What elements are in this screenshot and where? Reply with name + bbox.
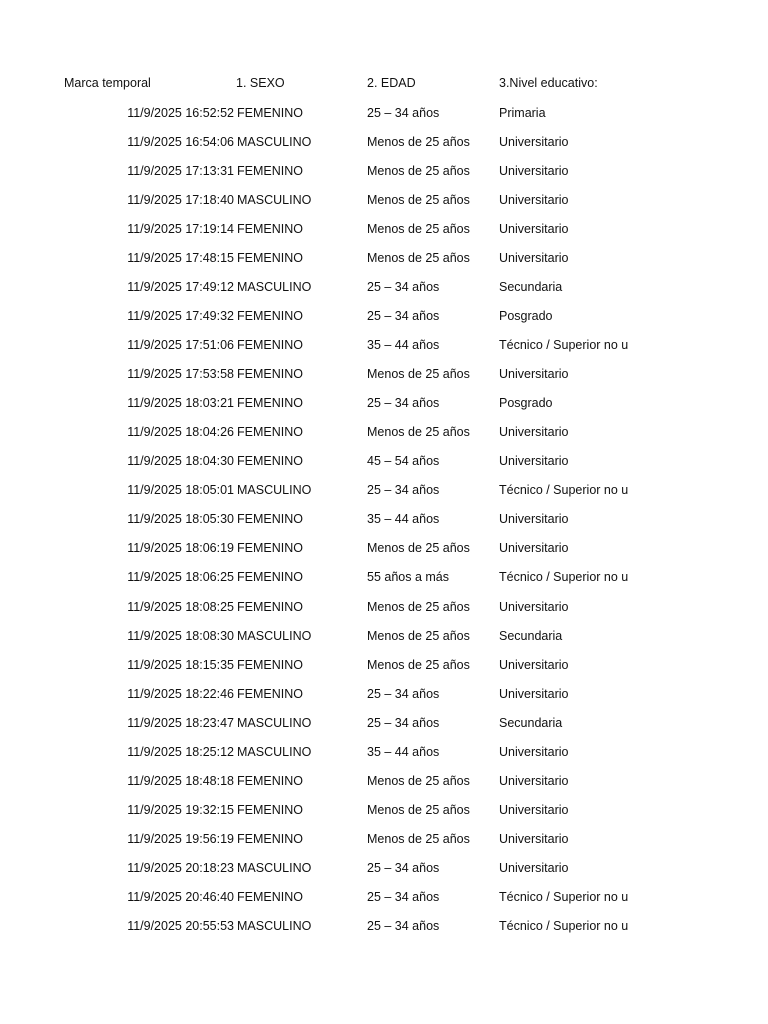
cell-nivel: Secundaria: [499, 628, 563, 643]
cell-timestamp: 11/9/2025 18:03:21: [127, 396, 234, 411]
cell-edad: Menos de 25 años: [367, 221, 470, 236]
cell-nivel: Técnico / Superior no u: [499, 337, 629, 352]
table-row: [0, 534, 768, 563]
cell-sexo: MASCULINO: [237, 919, 312, 934]
cell-edad: 35 – 44 años: [367, 744, 440, 759]
cell-edad: Menos de 25 años: [367, 250, 470, 265]
cell-sexo: FEMENINO: [237, 250, 303, 265]
cell-nivel: Universitario: [499, 134, 569, 149]
cell-timestamp: 11/9/2025 18:48:18: [127, 773, 234, 788]
cell-timestamp: 11/9/2025 17:48:15: [127, 250, 234, 265]
cell-sexo: FEMENINO: [237, 425, 303, 440]
cell-sexo: FEMENINO: [237, 163, 303, 178]
cell-sexo: MASCULINO: [237, 744, 312, 759]
table-row: [0, 912, 768, 941]
cell-nivel: Universitario: [499, 599, 569, 614]
cell-timestamp: 11/9/2025 19:32:15: [127, 802, 234, 817]
cell-edad: Menos de 25 años: [367, 773, 470, 788]
cell-timestamp: 11/9/2025 19:56:19: [127, 832, 234, 846]
cell-edad: 35 – 44 años: [367, 337, 440, 352]
cell-nivel: Universitario: [499, 744, 569, 759]
cell-edad: 25 – 34 años: [367, 308, 440, 323]
cell-edad: 45 – 54 años: [367, 454, 440, 469]
cell-edad: Menos de 25 años: [367, 192, 470, 207]
cell-nivel: Universitario: [499, 512, 569, 527]
cell-edad: 25 – 34 años: [367, 861, 440, 876]
cell-nivel: Universitario: [499, 163, 569, 178]
cell-nivel: Posgrado: [499, 308, 553, 323]
cell-nivel: Universitario: [499, 802, 569, 817]
cell-edad: Menos de 25 años: [367, 541, 470, 556]
cell-edad: 25 – 34 años: [367, 686, 440, 701]
table-row: [0, 476, 768, 505]
cell-nivel: Universitario: [499, 367, 569, 382]
cell-timestamp: 11/9/2025 16:54:06: [127, 134, 234, 149]
table-row: [0, 360, 768, 389]
cell-timestamp: 11/9/2025 18:05:01: [127, 483, 234, 498]
header-edad: 2. EDAD: [367, 76, 416, 90]
cell-nivel: Universitario: [499, 221, 569, 236]
table-row: [0, 593, 768, 622]
cell-timestamp: 11/9/2025 18:15:35: [127, 657, 234, 672]
cell-timestamp: 11/9/2025 18:23:47: [127, 715, 234, 730]
table-row: [0, 767, 768, 796]
cell-sexo: FEMENINO: [237, 657, 303, 672]
cell-sexo: FEMENINO: [237, 832, 303, 846]
cell-sexo: FEMENINO: [237, 105, 303, 120]
table-row: [0, 883, 768, 912]
cell-sexo: FEMENINO: [237, 773, 303, 788]
cell-sexo: MASCULINO: [237, 134, 312, 149]
cell-sexo: FEMENINO: [237, 396, 303, 411]
cell-edad: 25 – 34 años: [367, 105, 440, 120]
cell-timestamp: 11/9/2025 17:18:40: [127, 192, 234, 207]
cell-sexo: MASCULINO: [237, 192, 312, 207]
cell-timestamp: 11/9/2025 18:08:25: [127, 599, 234, 614]
cell-timestamp: 11/9/2025 17:49:32: [127, 308, 234, 323]
table-row: [0, 563, 768, 592]
table-row: [0, 680, 768, 709]
cell-edad: 35 – 44 años: [367, 512, 440, 527]
table-row: [0, 186, 768, 215]
cell-sexo: MASCULINO: [237, 628, 312, 643]
table-row: [0, 622, 768, 651]
cell-timestamp: 11/9/2025 17:53:58: [127, 367, 234, 382]
cell-sexo: MASCULINO: [237, 483, 312, 498]
cell-nivel: Universitario: [499, 686, 569, 701]
cell-nivel: Técnico / Superior no u: [499, 919, 629, 934]
cell-edad: 55 años a más: [367, 570, 449, 585]
table-row: [0, 447, 768, 476]
cell-timestamp: 11/9/2025 18:06:19: [127, 541, 234, 556]
cell-sexo: FEMENINO: [237, 802, 303, 817]
cell-nivel: Universitario: [499, 773, 569, 788]
cell-edad: Menos de 25 años: [367, 832, 470, 846]
cell-sexo: MASCULINO: [237, 279, 312, 294]
table-row: [0, 157, 768, 186]
cell-nivel: Universitario: [499, 250, 569, 265]
table-row: [0, 331, 768, 360]
table-row: [0, 302, 768, 331]
table-row: [0, 418, 768, 447]
cell-nivel: Universitario: [499, 192, 569, 207]
cell-nivel: Secundaria: [499, 715, 563, 730]
header-timestamp: Marca temporal: [64, 76, 151, 90]
cell-sexo: FEMENINO: [237, 337, 303, 352]
table-row: [0, 99, 768, 128]
table-row: [0, 796, 768, 825]
cell-edad: Menos de 25 años: [367, 802, 470, 817]
cell-edad: Menos de 25 años: [367, 657, 470, 672]
cell-nivel: Universitario: [499, 454, 569, 469]
cell-nivel: Universitario: [499, 832, 569, 846]
cell-nivel: Técnico / Superior no u: [499, 483, 629, 498]
cell-nivel: Técnico / Superior no u: [499, 570, 629, 585]
cell-timestamp: 11/9/2025 17:19:14: [127, 221, 234, 236]
cell-sexo: FEMENINO: [237, 570, 303, 585]
cell-timestamp: 11/9/2025 20:46:40: [127, 890, 234, 905]
table-row: [0, 854, 768, 883]
cell-edad: 25 – 34 años: [367, 890, 440, 905]
header-row: [0, 69, 768, 98]
table-row: [0, 651, 768, 680]
cell-timestamp: 11/9/2025 18:06:25: [127, 570, 234, 585]
table-row: [0, 825, 768, 854]
cell-edad: 25 – 34 años: [367, 396, 440, 411]
cell-nivel: Posgrado: [499, 396, 553, 411]
cell-timestamp: 11/9/2025 17:51:06: [127, 337, 234, 352]
table-row: [0, 389, 768, 418]
cell-timestamp: 11/9/2025 17:13:31: [127, 163, 234, 178]
cell-timestamp: 11/9/2025 17:49:12: [127, 279, 234, 294]
cell-sexo: FEMENINO: [237, 454, 303, 469]
cell-nivel: Universitario: [499, 861, 569, 876]
cell-edad: 25 – 34 años: [367, 919, 440, 934]
cell-edad: Menos de 25 años: [367, 134, 470, 149]
cell-sexo: FEMENINO: [237, 541, 303, 556]
table-row: [0, 128, 768, 157]
cell-edad: 25 – 34 años: [367, 483, 440, 498]
cell-nivel: Universitario: [499, 657, 569, 672]
table-row: [0, 709, 768, 738]
cell-sexo: FEMENINO: [237, 686, 303, 701]
table-row: [0, 215, 768, 244]
cell-edad: 25 – 34 años: [367, 279, 440, 294]
cell-sexo: FEMENINO: [237, 367, 303, 382]
cell-timestamp: 11/9/2025 16:52:52: [127, 105, 234, 120]
cell-timestamp: 11/9/2025 20:55:53: [127, 919, 234, 934]
table-row: [0, 738, 768, 767]
cell-edad: Menos de 25 años: [367, 163, 470, 178]
cell-timestamp: 11/9/2025 18:04:26: [127, 425, 234, 440]
header-nivel: 3.Nivel educativo:: [499, 76, 598, 90]
cell-timestamp: 11/9/2025 18:04:30: [127, 454, 234, 469]
cell-edad: Menos de 25 años: [367, 628, 470, 643]
cell-sexo: FEMENINO: [237, 890, 303, 905]
cell-sexo: MASCULINO: [237, 715, 312, 730]
cell-timestamp: 11/9/2025 18:25:12: [127, 744, 234, 759]
cell-sexo: FEMENINO: [237, 512, 303, 527]
cell-edad: Menos de 25 años: [367, 367, 470, 382]
cell-edad: Menos de 25 años: [367, 425, 470, 440]
cell-timestamp: 11/9/2025 20:18:23: [127, 861, 234, 876]
cell-sexo: FEMENINO: [237, 308, 303, 323]
cell-timestamp: 11/9/2025 18:08:30: [127, 628, 234, 643]
cell-edad: Menos de 25 años: [367, 599, 470, 614]
cell-timestamp: 11/9/2025 18:05:30: [127, 512, 234, 527]
cell-sexo: MASCULINO: [237, 861, 312, 876]
cell-nivel: Secundaria: [499, 279, 563, 294]
cell-nivel: Universitario: [499, 541, 569, 556]
table-row: [0, 505, 768, 534]
table-row: [0, 244, 768, 273]
cell-timestamp: 11/9/2025 18:22:46: [127, 686, 234, 701]
cell-sexo: FEMENINO: [237, 599, 303, 614]
table-row: [0, 273, 768, 302]
cell-nivel: Técnico / Superior no u: [499, 890, 629, 905]
cell-sexo: FEMENINO: [237, 221, 303, 236]
cell-edad: 25 – 34 años: [367, 715, 440, 730]
cell-nivel: Universitario: [499, 425, 569, 440]
cell-nivel: Primaria: [499, 105, 546, 120]
header-sexo: 1. SEXO: [236, 76, 285, 90]
